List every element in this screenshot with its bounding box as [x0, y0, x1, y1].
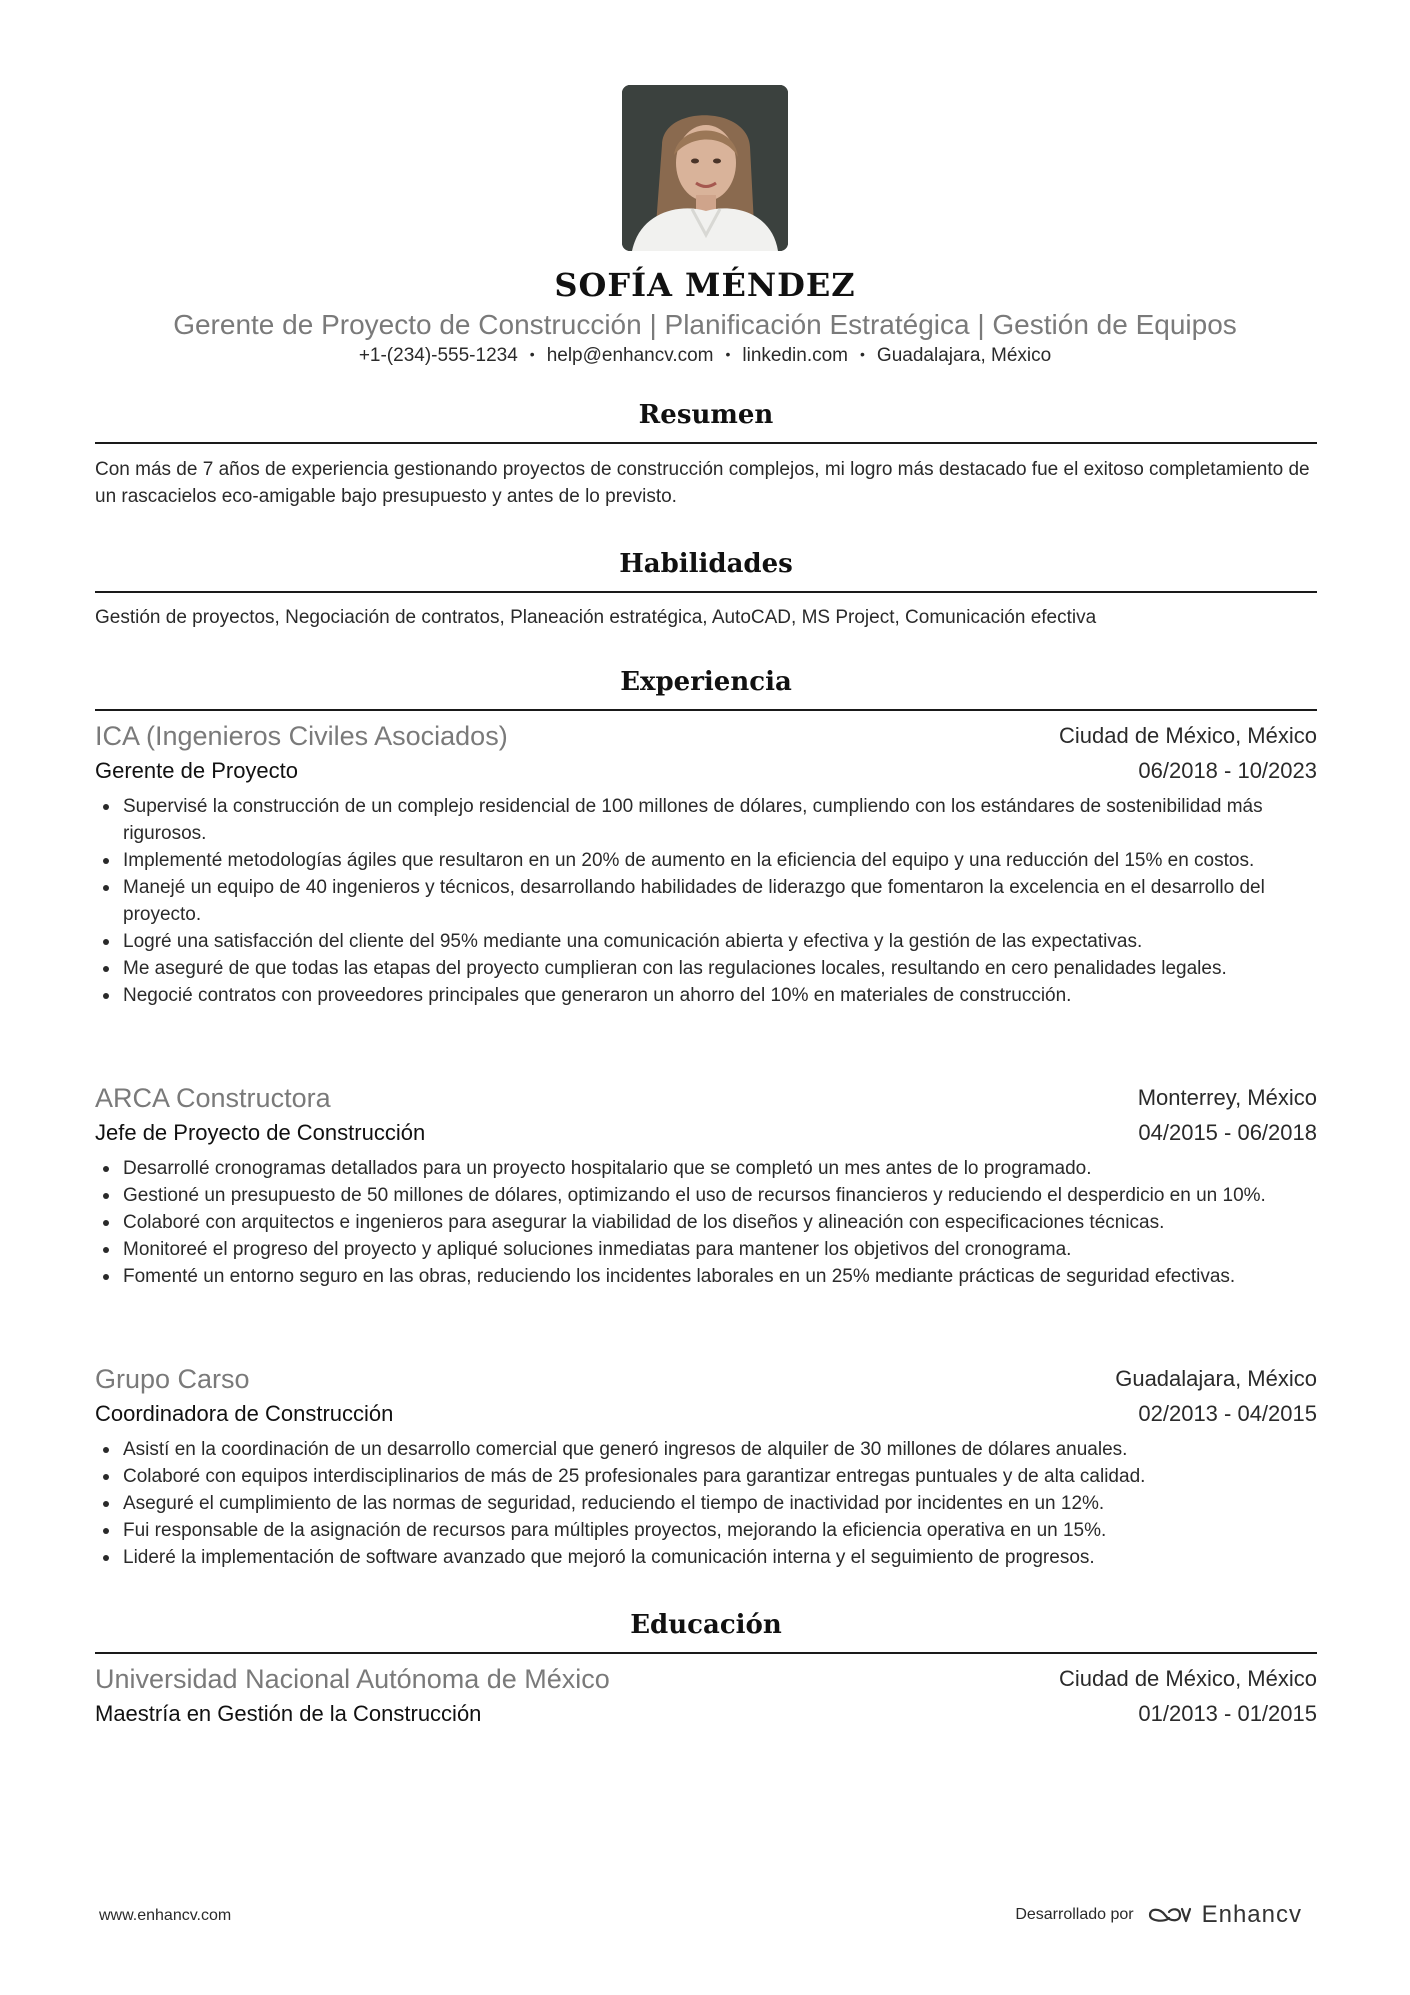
section-divider	[95, 709, 1317, 711]
job-bullets	[95, 1436, 1317, 1571]
job-subheader	[95, 758, 1317, 792]
job-location: Guadalajara, México	[1115, 1366, 1317, 1391]
contact-line	[0, 345, 1410, 367]
education-location: Ciudad de México, México	[1058, 1666, 1317, 1691]
contact-location: Guadalajara, México	[876, 345, 1052, 366]
candidate-name: SOFÍA MÉNDEZ	[554, 266, 856, 304]
job-location: Monterrey, México	[1137, 1085, 1317, 1110]
job-bullets	[95, 1155, 1317, 1290]
job-bullets	[95, 793, 1317, 1009]
contact-linkedin[interactable]: linkedin.com	[742, 345, 849, 366]
enhancv-logo-icon	[1146, 1903, 1192, 1927]
section-title-experience: Experiencia	[620, 667, 792, 697]
section-title-summary: Resumen	[638, 400, 774, 430]
list-item: Lideré la implementación de software avanzado que mejoró la comunicación interna y el seguimiento de progresos.	[95, 1544, 1317, 1571]
list-item: Monitoreé el progreso del proyecto y apliqué soluciones inmediatas para mantener los objetivos del cronograma.	[95, 1236, 1317, 1263]
job-header	[95, 1364, 1317, 1398]
section-divider	[95, 1652, 1317, 1654]
list-item: Asistí en la coordinación de un desarrollo comercial que generó ingresos de alquiler de 30 millones de dólares anuales.	[95, 1436, 1317, 1463]
list-item: Gestioné un presupuesto de 50 millones de dólares, optimizando el uso de recursos financieros y reduciendo el desperdicio en un 10%.	[95, 1182, 1317, 1209]
list-item: Fomenté un entorno seguro en las obras, reduciendo los incidentes laborales en un 25% mediante prácticas de seguridad efectivas.	[95, 1263, 1317, 1290]
list-item: Implementé metodologías ágiles que resultaron en un 20% de aumento en la eficiencia del equipo y una reducción del 15% en costos.	[95, 847, 1317, 874]
section-title-skills: Habilidades	[619, 549, 793, 579]
contact-phone: +1-(234)-555-1234	[358, 345, 518, 366]
education-header	[95, 1664, 1317, 1698]
job-role: Jefe de Proyecto de Construcción	[95, 1120, 426, 1145]
job-dates: 02/2013 - 04/2015	[1138, 1401, 1317, 1426]
list-item: Colaboré con arquitectos e ingenieros para asegurar la viabilidad de los diseños y alineación con especificaciones técnicas.	[95, 1209, 1317, 1236]
list-item: Supervisé la construcción de un complejo residencial de 100 millones de dólares, cumpliendo con los estándares de sostenibilidad más rigurosos.	[95, 793, 1317, 847]
summary-text: Con más de 7 años de experiencia gestionando proyectos de construcción complejos, mi logro más destacado fue el exitoso completamiento de un rascacielos eco-amigable bajo presupuesto y antes de lo previsto.	[95, 459, 1310, 507]
education-school: Universidad Nacional Autónoma de México	[95, 1664, 610, 1694]
job-role: Gerente de Proyecto	[95, 758, 299, 783]
profile-photo	[622, 85, 788, 251]
contact-separator: •	[860, 346, 865, 362]
education-dates: 01/2013 - 01/2015	[1138, 1701, 1317, 1726]
education-degree: Maestría en Gestión de la Construcción	[95, 1701, 482, 1726]
job-company: ARCA Constructora	[95, 1083, 331, 1113]
education-subheader	[95, 1701, 1317, 1735]
list-item: Aseguré el cumplimiento de las normas de seguridad, reduciendo el tiempo de inactividad por incidentes en un 12%.	[95, 1490, 1317, 1517]
section-divider	[95, 591, 1317, 593]
brand-name: Enhancv	[1201, 1901, 1302, 1928]
job-role: Coordinadora de Construcción	[95, 1401, 394, 1426]
list-item: Me aseguré de que todas las etapas del proyecto cumplieran con las regulaciones locales, resultando en cero penalidades legales.	[95, 955, 1317, 982]
section-title-education: Educación	[630, 1610, 782, 1640]
contact-separator: •	[529, 346, 535, 362]
skills-text: Gestión de proyectos, Negociación de contratos, Planeación estratégica, AutoCAD, MS Project, Comunicación efectiva	[95, 607, 1097, 628]
job-company: ICA (Ingenieros Civiles Asociados)	[95, 721, 508, 751]
contact-email[interactable]: help@enhancv.com	[546, 345, 714, 366]
job-dates: 04/2015 - 06/2018	[1138, 1120, 1317, 1145]
list-item: Fui responsable de la asignación de recursos para múltiples proyectos, mejorando la eficiencia operativa en un 15%.	[95, 1517, 1317, 1544]
footer-website[interactable]: www.enhancv.com	[99, 1907, 232, 1924]
list-item: Manejé un equipo de 40 ingenieros y técnicos, desarrollando habilidades de liderazgo que fomentaron la excelencia en el desarrollo del proyecto.	[95, 874, 1317, 928]
powered-by-label: Desarrollado por	[1015, 1906, 1134, 1923]
list-item: Logré una satisfacción del cliente del 95% mediante una comunicación abierta y efectiva y la gestión de las expectativas.	[95, 928, 1317, 955]
job-subheader	[95, 1120, 1317, 1154]
job-header	[95, 721, 1317, 755]
list-item: Negocié contratos con proveedores principales que generaron un ahorro del 10% en materiales de construcción.	[95, 982, 1317, 1009]
job-company: Grupo Carso	[95, 1364, 250, 1394]
job-header	[95, 1083, 1317, 1117]
job-subheader	[95, 1401, 1317, 1435]
job-dates: 06/2018 - 10/2023	[1138, 758, 1317, 783]
job-location: Ciudad de México, México	[1058, 723, 1317, 748]
section-divider	[95, 442, 1317, 444]
headline: Gerente de Proyecto de Construcción | Planificación Estratégica | Gestión de Equipos	[173, 309, 1237, 340]
footer-branding	[1015, 1898, 1302, 1932]
contact-separator: •	[725, 346, 731, 362]
list-item: Desarrollé cronogramas detallados para un proyecto hospitalario que se completó un mes antes de lo programado.	[95, 1155, 1317, 1182]
list-item: Colaboré con equipos interdisciplinarios de más de 25 profesionales para garantizar entregas puntuales y de alta calidad.	[95, 1463, 1317, 1490]
